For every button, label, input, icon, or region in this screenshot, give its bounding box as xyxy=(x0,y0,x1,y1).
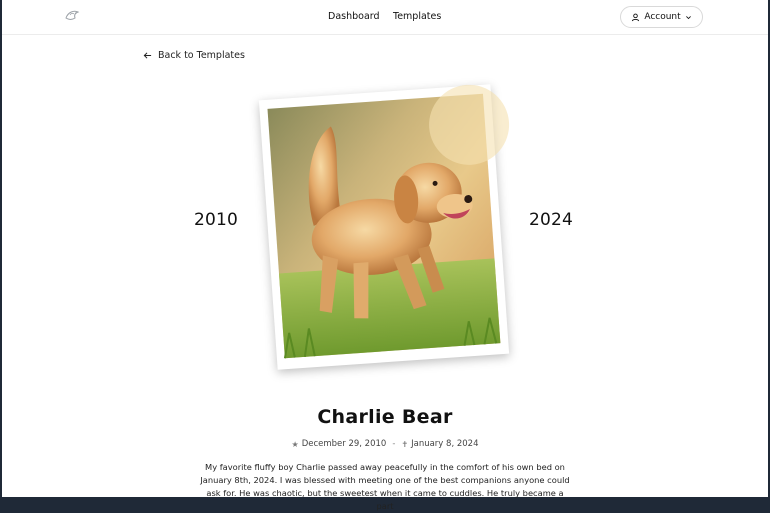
death-date: January 8, 2024 xyxy=(411,439,479,449)
top-navbar xyxy=(2,0,768,35)
account-button[interactable] xyxy=(620,6,703,28)
nav-dashboard[interactable]: Dashboard xyxy=(328,11,380,22)
birth-date: December 29, 2010 xyxy=(301,439,387,449)
arrow-left-icon xyxy=(143,51,152,60)
back-to-templates-link[interactable] xyxy=(143,50,245,61)
memorial-bio: My favorite fluffy boy Charlie passed away peacefully in the comfort of his own bed on January 8th, 2024. I was blessed with meeting one of the best companions anyone could ask for. He was chaotic, but the sweetest when it came to cuddles. He truly became a part xyxy=(200,462,570,511)
life-dates xyxy=(2,439,768,450)
pet-name: Charlie Bear xyxy=(317,406,453,428)
user-icon xyxy=(631,13,640,22)
birth-year: 2010 xyxy=(194,210,239,230)
app-window xyxy=(2,0,768,511)
star-icon: ★ xyxy=(291,439,299,449)
nav-templates[interactable]: Templates xyxy=(393,11,442,22)
chevron-down-icon xyxy=(685,14,692,21)
back-link-label: Back to Templates xyxy=(158,50,245,61)
pet-photo xyxy=(267,94,500,358)
death-year: 2024 xyxy=(529,210,574,230)
pet-photo-frame xyxy=(259,84,509,370)
account-label: Account xyxy=(644,12,681,22)
date-separator: - xyxy=(392,439,396,449)
cross-icon: ✝ xyxy=(401,439,409,449)
bird-logo-icon[interactable] xyxy=(62,6,82,26)
